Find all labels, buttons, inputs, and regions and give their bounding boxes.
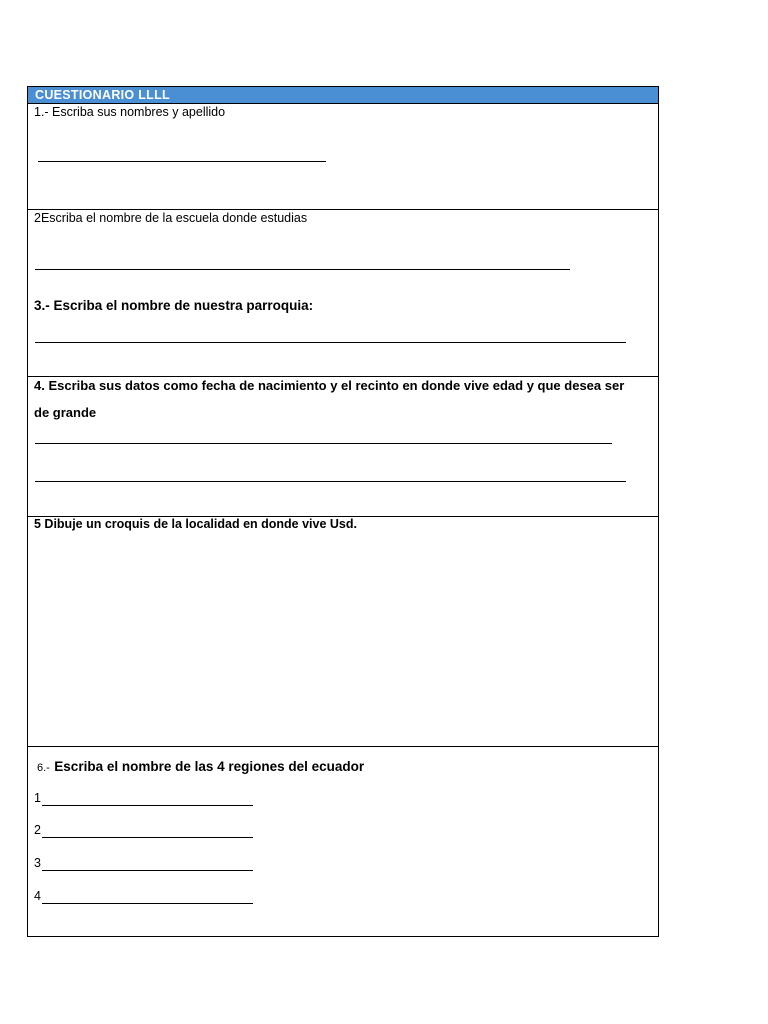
- answer-line-4b[interactable]: [35, 481, 626, 482]
- region-answer-line-3[interactable]: [42, 870, 253, 871]
- answer-line-4a[interactable]: [35, 443, 612, 444]
- question-6-number: 6.-: [37, 762, 50, 774]
- answer-line-1[interactable]: [38, 161, 326, 162]
- question-6-text: Escriba el nombre de las 4 regiones del ecuador: [54, 759, 365, 774]
- question-2-prompt: 2Escriba el nombre de la escuela donde estudias: [34, 211, 308, 225]
- region-answer-line-1[interactable]: [42, 805, 253, 806]
- question-6-prompt: [37, 758, 364, 776]
- region-item-number: 3: [34, 856, 41, 870]
- region-item-number: 1: [34, 791, 41, 805]
- region-item-number: 2: [34, 823, 41, 837]
- questionnaire-title: CUESTIONARIO LLLL: [28, 87, 658, 104]
- question-2-3-section: [28, 210, 658, 377]
- question-1-section: [28, 104, 658, 210]
- question-5-section: [28, 517, 658, 747]
- question-4-prompt-line1: 4. Escriba sus datos como fecha de nacimiento y el recinto en donde vive edad y que desea ser: [34, 378, 625, 393]
- region-item-number: 4: [34, 889, 41, 903]
- questionnaire-sheet: [27, 86, 659, 937]
- sketch-area[interactable]: [28, 537, 658, 742]
- region-answer-line-4[interactable]: [42, 903, 253, 904]
- answer-line-2[interactable]: [35, 269, 570, 270]
- question-4-prompt-line2: de grande: [34, 405, 97, 420]
- question-3-prompt: 3.- Escriba el nombre de nuestra parroquia:: [34, 298, 314, 313]
- question-4-section: [28, 377, 658, 517]
- region-answer-line-2[interactable]: [42, 837, 253, 838]
- question-1-prompt: 1.- Escriba sus nombres y apellido: [34, 105, 226, 119]
- question-6-section: [28, 747, 658, 937]
- answer-line-3[interactable]: [35, 342, 626, 343]
- question-5-prompt: 5 Dibuje un croquis de la localidad en donde vive Usd.: [34, 517, 357, 531]
